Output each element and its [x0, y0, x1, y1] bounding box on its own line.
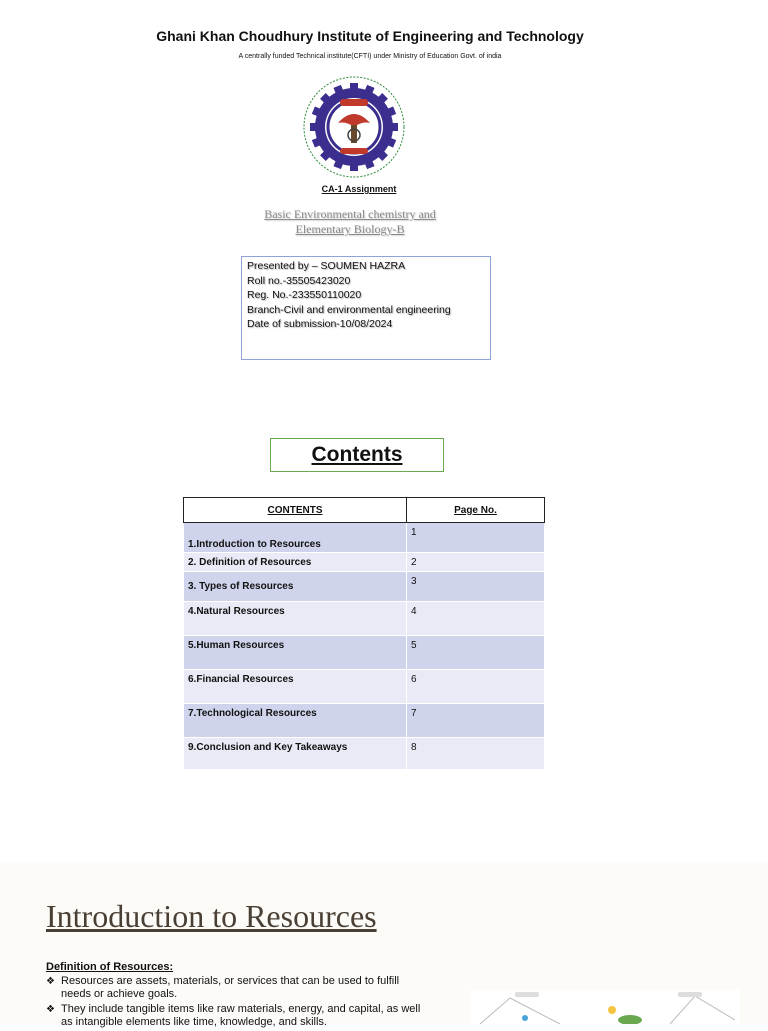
presenter-info-box [241, 256, 491, 360]
row-page: 4 [407, 602, 545, 636]
table-row [184, 572, 545, 602]
table-row [184, 670, 545, 704]
assignment-label: CA-1 Assignment [321, 184, 397, 194]
contents-title-box [270, 438, 444, 472]
resources-illustration [470, 990, 740, 1024]
subject-title [240, 207, 460, 237]
row-title: 2. Definition of Resources [184, 553, 407, 572]
diamond-bullet-icon: ❖ [46, 1004, 55, 1015]
row-page: 5 [407, 636, 545, 670]
bullet-item: ❖ They include tangible items like raw materials, energy, and capital, as well [46, 1003, 421, 1015]
bullet-item: ❖ Resources are assets, materials, or services that can be used to fulfill [46, 975, 400, 987]
contents-table-header [184, 498, 545, 523]
row-title: 4.Natural Resources [184, 602, 407, 636]
row-title: 3. Types of Resources [184, 572, 407, 602]
row-page: 6 [407, 670, 545, 704]
branch: Branch-Civil and environmental engineering [247, 303, 451, 316]
diamond-bullet-icon: ❖ [46, 976, 55, 987]
sun-icon [608, 1006, 616, 1014]
table-row [184, 602, 545, 636]
contents-title: Contents [311, 443, 403, 466]
bullet-continuation: as intangible elements like time, knowledge, and skills. [61, 1016, 327, 1028]
table-row [184, 523, 545, 553]
row-page: 2 [407, 553, 545, 572]
definition-label: Definition of Resources: [46, 961, 174, 973]
contents-column-header: CONTENTS [184, 498, 407, 523]
row-title: 7.Technological Resources [184, 704, 407, 738]
logo-top-band [340, 99, 368, 106]
row-title: 9.Conclusion and Key Takeaways [184, 738, 407, 770]
row-page: 3 [407, 572, 545, 602]
submission-date: Date of submission-10/08/2024 [247, 318, 393, 331]
row-title: 1.Introduction to Resources [184, 523, 407, 553]
row-page: 7 [407, 704, 545, 738]
table-row [184, 704, 545, 738]
registration-number: Reg. No.-233550110020 [247, 289, 362, 302]
contents-table [183, 497, 545, 770]
row-page: 1 [407, 523, 545, 553]
subject-line-1: Basic Environmental chemistry and [264, 207, 436, 221]
subject-line-2: Elementary Biology-B [295, 222, 405, 236]
roll-number: Roll no.-35505423020 [247, 274, 351, 287]
row-title: 5.Human Resources [184, 636, 407, 670]
page-number-column-header: Page No. [407, 498, 545, 523]
institute-logo [302, 75, 406, 179]
introduction-slide [0, 862, 768, 1028]
label-tab-left [515, 992, 539, 997]
dot-icon [522, 1015, 528, 1021]
row-title: 6.Financial Resources [184, 670, 407, 704]
institute-name: Ghani Khan Choudhury Institute of Engineering and Technology [156, 28, 584, 44]
label-tab-right [678, 992, 702, 997]
table-row [184, 553, 545, 572]
row-page: 8 [407, 738, 545, 770]
institute-subtitle: A centrally funded Technical institute(CFTI) under Ministry of Education Govt. of india [238, 53, 502, 60]
intro-title: Introduction to Resources [46, 898, 377, 934]
logo-bottom-band [340, 148, 368, 154]
presented-by: Presented by – SOUMEN HAZRA [247, 260, 406, 272]
table-row [184, 738, 545, 770]
bullet-continuation: needs or achieve goals. [61, 988, 178, 1000]
definition-bullets [46, 975, 444, 1031]
table-row [184, 636, 545, 670]
